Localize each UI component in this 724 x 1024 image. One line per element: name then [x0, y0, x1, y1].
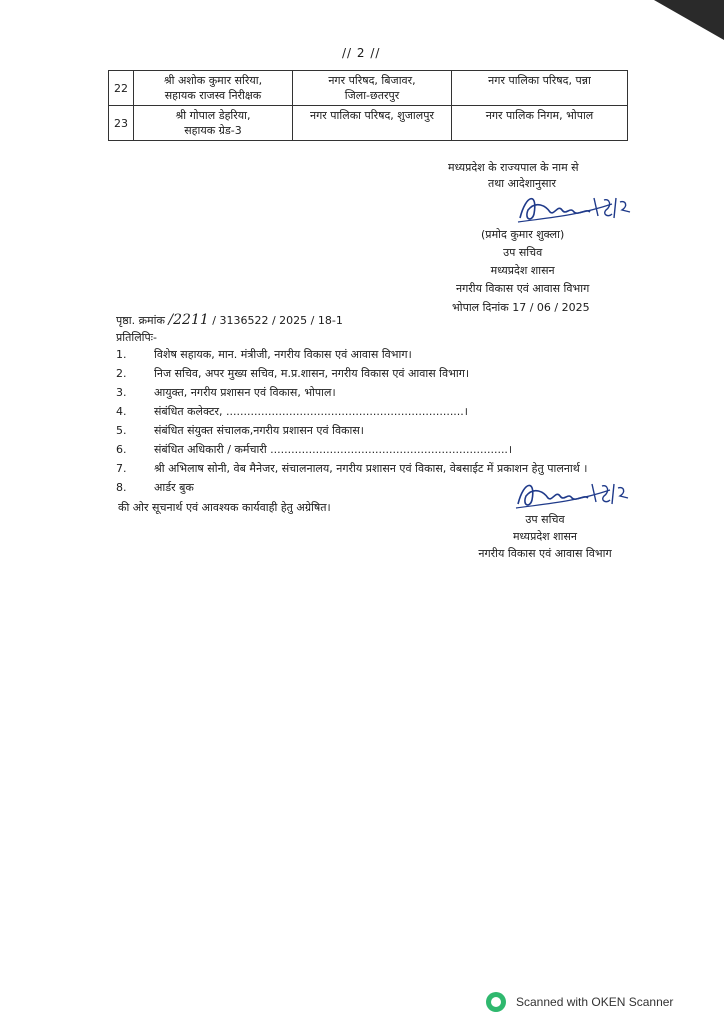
list-item-number: 2. [116, 367, 127, 380]
employee-designation: सहायक राजस्व निरीक्षक [164, 89, 262, 102]
issue-date: भोपाल दिनांक 17 / 06 / 2025 [452, 301, 590, 314]
signature-2 [514, 476, 634, 514]
employee-name-cell [134, 71, 293, 106]
list-item [116, 422, 656, 439]
to-office: नगर पालिका परिषद, पन्ना [488, 74, 591, 87]
list-item-number: 4. [116, 405, 127, 418]
list-item-text: निज सचिव, अपर मुख्य सचिव, म.प्र.शासन, नगरीय विकास एवं आवास विभाग। [154, 367, 470, 380]
list-item-number: 7. [116, 462, 127, 475]
cc-heading: प्रतिलिपिः- [116, 331, 157, 344]
list-item-text: विशेष सहायक, मान. मंत्रीजी, नगरीय विकास एवं आवास विभाग। [154, 348, 412, 361]
to-office: नगर पालिक निगम, भोपाल [485, 109, 594, 122]
row-number: 22 [109, 71, 134, 106]
scan-corner-shadow [654, 0, 724, 40]
signatory-block [450, 511, 640, 562]
page-number: // 2 // [342, 46, 381, 60]
from-district: जिला-छतरपुर [344, 89, 400, 102]
list-item-number: 3. [116, 386, 127, 399]
reference-handwritten: /2211 [168, 312, 209, 328]
officer-block [456, 226, 589, 298]
scanner-watermark [486, 992, 673, 1012]
table-row [109, 71, 628, 106]
governor-line-1: मध्यप्रदेश के राज्यपाल के नाम से [448, 161, 579, 174]
employee-name: श्री अशोक कुमार सरिया, [163, 74, 263, 87]
reference-number [116, 312, 343, 328]
list-item-number: 1. [116, 348, 127, 361]
from-office-cell [293, 106, 452, 141]
scanner-badge-text: Scanned with OKEN Scanner [516, 995, 674, 1009]
signatory-govt: मध्यप्रदेश शासन [512, 530, 578, 543]
governor-line-2: तथा आदेशानुसार [488, 177, 556, 190]
list-item-number: 6. [116, 443, 127, 456]
from-office-cell [293, 71, 452, 106]
list-item-text: संबंधित अधिकारी / कर्मचारी ....................................................................। [154, 443, 513, 456]
list-item-number: 8. [116, 481, 127, 494]
officer-govt: मध्यप्रदेश शासन [490, 264, 555, 277]
list-item [116, 403, 656, 420]
list-item-text: आयुक्त, नगरीय प्रशासन एवं विकास, भोपाल। [154, 386, 336, 399]
to-office-cell [452, 106, 628, 141]
list-item [116, 384, 656, 401]
closing-line: की ओर सूचनार्थ एवं आवश्यक कार्यवाही हेतु अग्रेषित। [118, 501, 331, 514]
officer-department: नगरीय विकास एवं आवास विभाग [456, 282, 590, 295]
signature-1 [516, 188, 636, 228]
from-office: नगर पालिका परिषद, शुजालपुर [310, 109, 434, 122]
list-item-number: 5. [116, 424, 127, 437]
list-item-text: संबंधित संयुक्त संचालक,नगरीय प्रशासन एवं विकास। [154, 424, 364, 437]
employee-designation: सहायक ग्रेड-3 [184, 124, 242, 137]
oken-scanner-logo-icon [486, 992, 506, 1012]
list-item [116, 365, 656, 382]
reference-prefix: पृष्ठा. क्रमांक [116, 314, 165, 327]
officer-designation: उप सचिव [503, 246, 543, 259]
signatory-department: नगरीय विकास एवं आवास विभाग [478, 547, 612, 560]
list-item-text: संबंधित कलेक्टर, ....................................................................। [154, 405, 468, 418]
list-item [116, 441, 656, 458]
list-item-text: श्री अभिलाष सोनी, वेब मैनेजर, संचालनालय, नगरीय प्रशासन एवं विकास, वेबसाईट में प्रकाशन हेतु पालनार्थ । [154, 462, 588, 475]
officer-name: (प्रमोद कुमार शुक्ला) [481, 228, 565, 241]
employee-name: श्री गोपाल डेहरिया, [175, 109, 251, 122]
from-office: नगर परिषद, बिजावर, [328, 74, 416, 87]
reference-suffix: / 3136522 / 2025 / 18-1 [212, 314, 343, 327]
list-item [116, 346, 656, 363]
list-item [116, 460, 656, 477]
row-number: 23 [109, 106, 134, 141]
list-item-text: आर्डर बुक [154, 481, 194, 494]
transfer-table [108, 70, 628, 141]
signatory-designation: उप सचिव [525, 513, 565, 526]
to-office-cell [452, 71, 628, 106]
employee-name-cell [134, 106, 293, 141]
table-row [109, 106, 628, 141]
